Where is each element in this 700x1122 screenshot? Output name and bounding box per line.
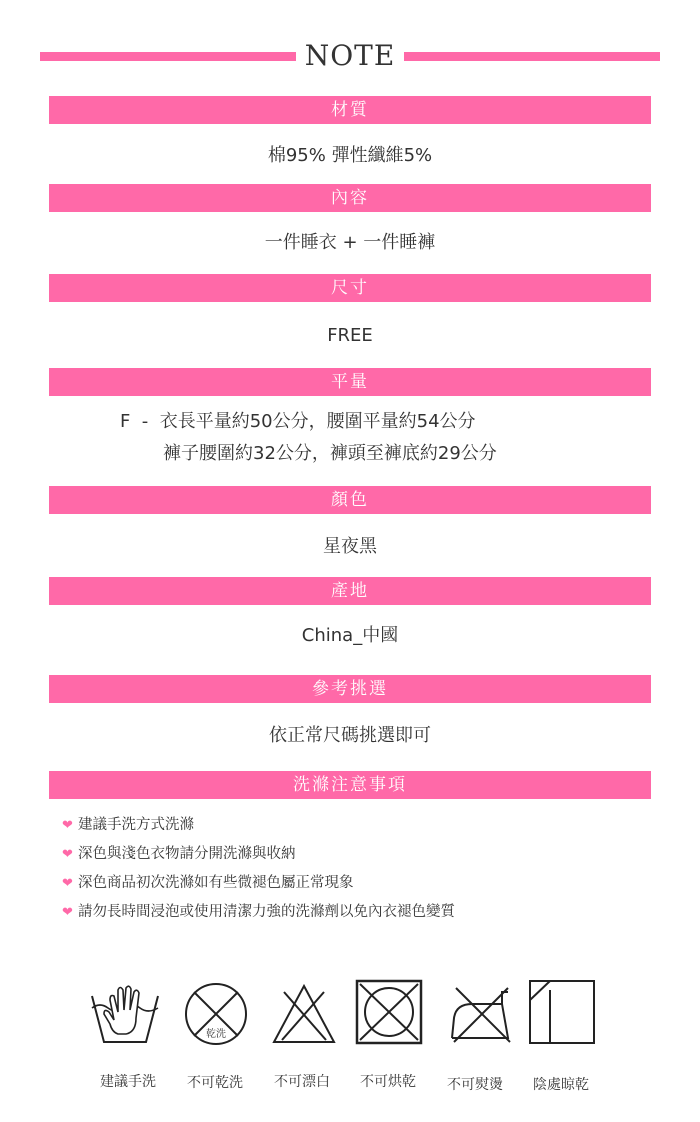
heart-icon: ❤ <box>62 905 73 920</box>
measurement-line-top: F - 衣長平量約50公分，腰圍平量約54公分 <box>120 411 476 432</box>
note-header <box>40 38 660 74</box>
contents-value: 一件睡衣 + 一件睡褲 <box>264 232 436 253</box>
no-iron-icon <box>446 978 518 1046</box>
icon-label-no-bleach: 不可漂白 <box>274 1074 330 1090</box>
dry-clean-icon-text: 乾洗 <box>206 1029 226 1040</box>
material-value: 棉95% 彈性纖維5% <box>267 145 433 166</box>
measurement-line-pants: 褲子腰圍約32公分，褲頭至褲底約29公分 <box>163 443 497 464</box>
size-value: FREE <box>327 325 373 346</box>
no-bleach-icon <box>268 978 340 1046</box>
section-header-contents: 內容 <box>49 184 651 212</box>
icon-label-no-iron: 不可熨燙 <box>447 1077 503 1093</box>
section-header-reference: 參考挑選 <box>49 675 651 703</box>
care-item <box>62 872 662 901</box>
heart-icon: ❤ <box>62 847 73 862</box>
section-header-material: 材質 <box>49 96 651 124</box>
origin-value: China_中國 <box>301 625 399 646</box>
heart-icon: ❤ <box>62 876 73 891</box>
page-title: NOTE <box>304 39 396 72</box>
care-item <box>62 901 662 930</box>
section-header-size: 尺寸 <box>49 274 651 302</box>
care-item <box>62 843 662 872</box>
care-item-text: 建議手洗方式洗滌 <box>78 817 194 833</box>
shade-dry-icon <box>528 978 600 1046</box>
icon-label-no-tumble-dry: 不可烘乾 <box>360 1074 416 1090</box>
section-header-origin: 產地 <box>49 577 651 605</box>
care-list <box>62 814 662 930</box>
section-header-color: 顏色 <box>49 486 651 514</box>
care-item-text: 請勿長時間浸泡或使用清潔力強的洗滌劑以免內衣褪色變質 <box>78 904 455 920</box>
header-bar-right <box>404 52 660 61</box>
icon-label-no-dry-clean: 不可乾洗 <box>187 1075 243 1091</box>
care-item-text: 深色與淺色衣物請分開洗滌與收納 <box>78 846 296 862</box>
no-tumble-dry-icon <box>354 978 426 1046</box>
heart-icon: ❤ <box>62 818 73 833</box>
icon-label-hand-wash: 建議手洗 <box>100 1074 156 1090</box>
section-header-care: 洗滌注意事項 <box>49 771 651 799</box>
care-item <box>62 814 662 843</box>
color-value: 星夜黑 <box>323 536 377 557</box>
section-header-flat: 平量 <box>49 368 651 396</box>
care-item-text: 深色商品初次洗滌如有些微褪色屬正常現象 <box>78 875 354 891</box>
icon-label-shade-dry: 陰處晾乾 <box>533 1077 589 1093</box>
hand-wash-icon <box>88 978 160 1046</box>
reference-value: 依正常尺碼挑選即可 <box>269 725 431 746</box>
care-icons-row <box>88 978 608 1048</box>
